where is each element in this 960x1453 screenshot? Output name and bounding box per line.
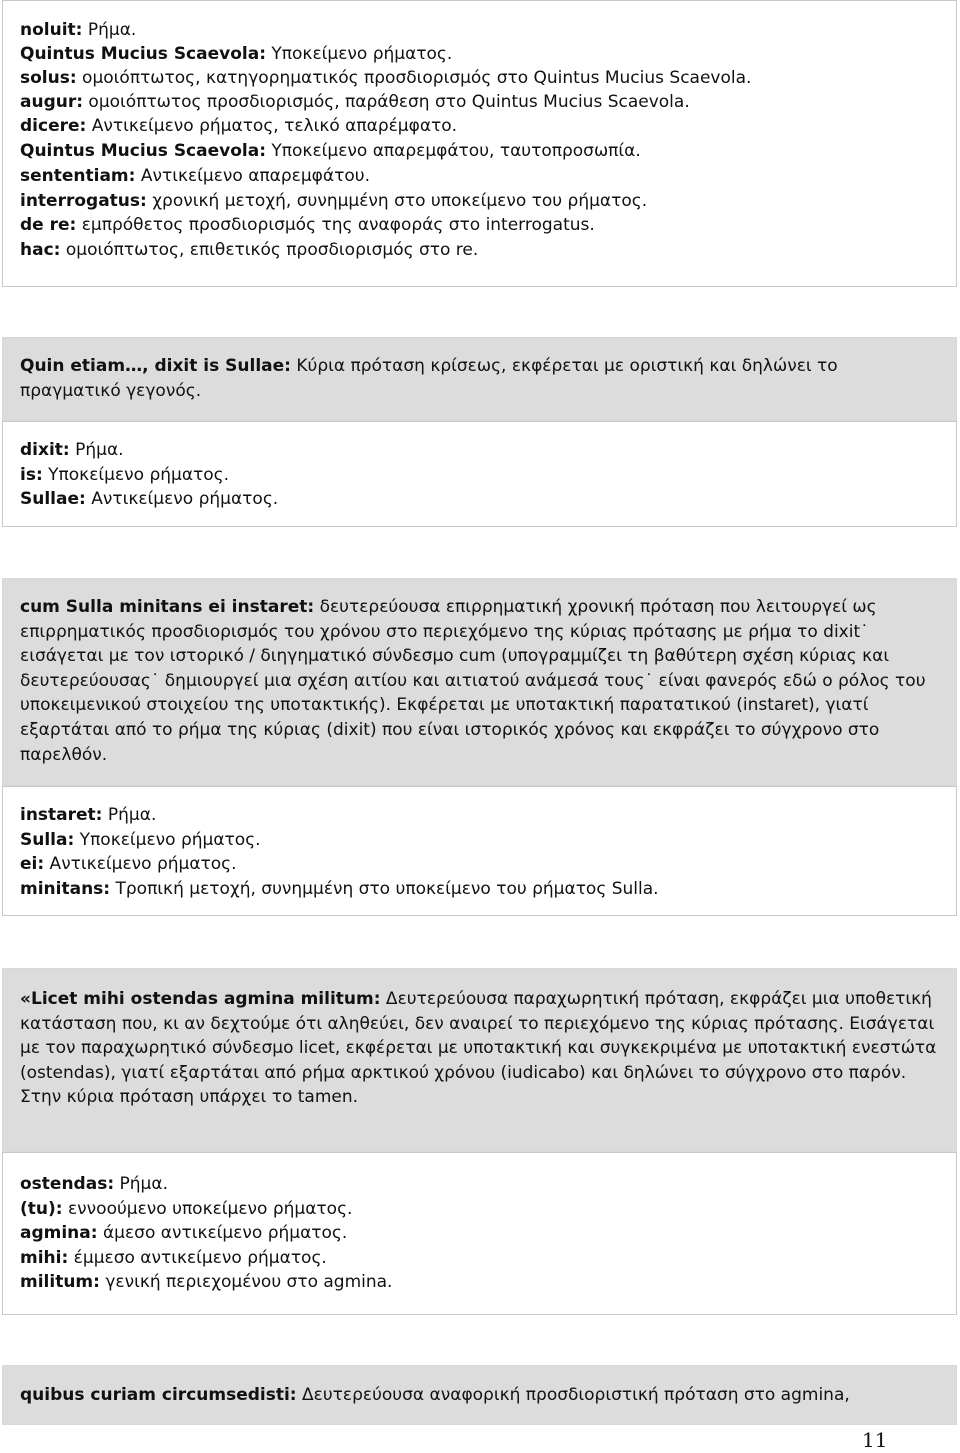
entry-line: dicere: Αντικείμενο ρήματος, τελικό απαρέμφατο. bbox=[20, 116, 458, 136]
entry-line: hac: ομοιόπτωτος, επιθετικός προσδιορισμός στο re. bbox=[20, 240, 479, 260]
entry-line: noluit: Ρήμα. bbox=[20, 20, 137, 40]
entry-line: Quintus Mucius Scaevola: Υποκείμενο ρήματος. bbox=[20, 44, 453, 64]
entry-line: dixit: Ρήμα. bbox=[20, 440, 124, 460]
entry-line: Quintus Mucius Scaevola: Υποκείμενο απαρεμφάτου, ταυτοπροσωπία. bbox=[20, 141, 641, 161]
entry-line: de re: εμπρόθετος προσδιορισμός της αναφοράς στο interrogatus. bbox=[20, 215, 595, 235]
analysis-block-3 bbox=[2, 786, 957, 916]
clause-heading: Quin etiam…, dixit is Sullae: Κύρια πρόταση κρίσεως, εκφέρεται με οριστική και δηλώνει το πραγματικό γεγονός. bbox=[20, 356, 838, 401]
analysis-block-4 bbox=[2, 1152, 957, 1315]
entry-line: augur: ομοιόπτωτος προσδιορισμός, παράθεση στο Quintus Mucius Scaevola. bbox=[20, 92, 690, 112]
entry-line: ei: Αντικείμενο ρήματος. bbox=[20, 854, 237, 874]
entry-line: militum: γενική περιεχομένου στο agmina. bbox=[20, 1272, 393, 1292]
entry-line: is: Υποκείμενο ρήματος. bbox=[20, 465, 230, 485]
clause-heading: «Licet mihi ostendas agmina militum: Δευτερεύουσα παραχωρητική πρόταση, εκφράζει μια υποθετική κατάσταση που, κι αν δεχτούμε ότι αληθεύει, δεν αναιρεί το περιεχόμενο της κύριας πρότασης. Εισάγεται με τον παραχωρητικό σύνδεσμο licet, εκφέρεται με υποτακτική και συγκεκριμένα με υποτακτική ενεστώτα (ostendas), γιατί εξαρτάται από ρήμα αρκτικού χρόνου (iudicabo) και δηλώνει το σύγχρονο στο παρόν. Στην κύρια πρόταση υπάρχει το tamen. bbox=[20, 989, 937, 1108]
entry-line: Sulla: Υποκείμενο ρήματος. bbox=[20, 830, 261, 850]
entry-line: (tu): εννοούμενο υποκείμενο ρήματος. bbox=[20, 1199, 353, 1219]
entry-line: sententiam: Αντικείμενο απαρεμφάτου. bbox=[20, 166, 370, 186]
entry-line: Sullae: Αντικείμενο ρήματος. bbox=[20, 489, 279, 509]
clause-heading-block-3 bbox=[2, 578, 957, 786]
page-number: 11 bbox=[862, 1428, 888, 1452]
entry-line: agmina: άμεσο αντικείμενο ρήματος. bbox=[20, 1223, 348, 1243]
entry-line: interrogatus: χρονική μετοχή, συνημμένη στο υποκείμενο του ρήματος. bbox=[20, 191, 648, 211]
entry-line: instaret: Ρήμα. bbox=[20, 805, 157, 825]
clause-heading: quibus curiam circumsedisti: Δευτερεύουσα αναφορική προσδιοριστική πρόταση στο agmina, bbox=[20, 1385, 850, 1405]
clause-heading: cum Sulla minitans ei instaret: δευτερεύουσα επιρρηματική χρονική πρόταση που λειτουργεί ως επιρρηματικός προσδιορισμός του χρόνου στο περιεχόμενο της κύριας πρότασης με ρήμα το dixit˙ εισάγεται με τον ιστορικό / διηγηματικό σύνδεσμο cum (υπογραμμίζει τη βαθύτερη σχέση κύριας και δευτερεύουσας˙ δημιουργεί μια σχέση αιτίου και αιτιατού ανάμεσά τους˙ είναι φανερός εδώ ο ρόλος του υποκειμενικού στοιχείου της υποτακτικής). Εκφέρεται με υποτακτική παρατατικού (instaret), γιατί εξαρτάται από το ρήμα της κύριας (dixit) που είναι ιστορικός χρόνος και εκφράζει το σύγχρονο στο παρελθόν. bbox=[20, 597, 926, 765]
clause-heading-block-4 bbox=[2, 968, 957, 1152]
entry-line: solus: ομοιόπτωτος, κατηγορηματικός προσδιορισμός στο Quintus Mucius Scaevola. bbox=[20, 68, 752, 88]
entry-line: ostendas: Ρήμα. bbox=[20, 1174, 168, 1194]
entry-line: mihi: έμμεσο αντικείμενο ρήματος. bbox=[20, 1248, 327, 1268]
clause-heading-block-2 bbox=[2, 337, 957, 421]
entry-line: minitans: Τροπική μετοχή, συνημμένη στο υποκείμενο του ρήματος Sulla. bbox=[20, 879, 659, 899]
clause-heading-block-5 bbox=[2, 1365, 957, 1425]
analysis-block-2 bbox=[2, 421, 957, 527]
analysis-block-1 bbox=[2, 0, 957, 287]
